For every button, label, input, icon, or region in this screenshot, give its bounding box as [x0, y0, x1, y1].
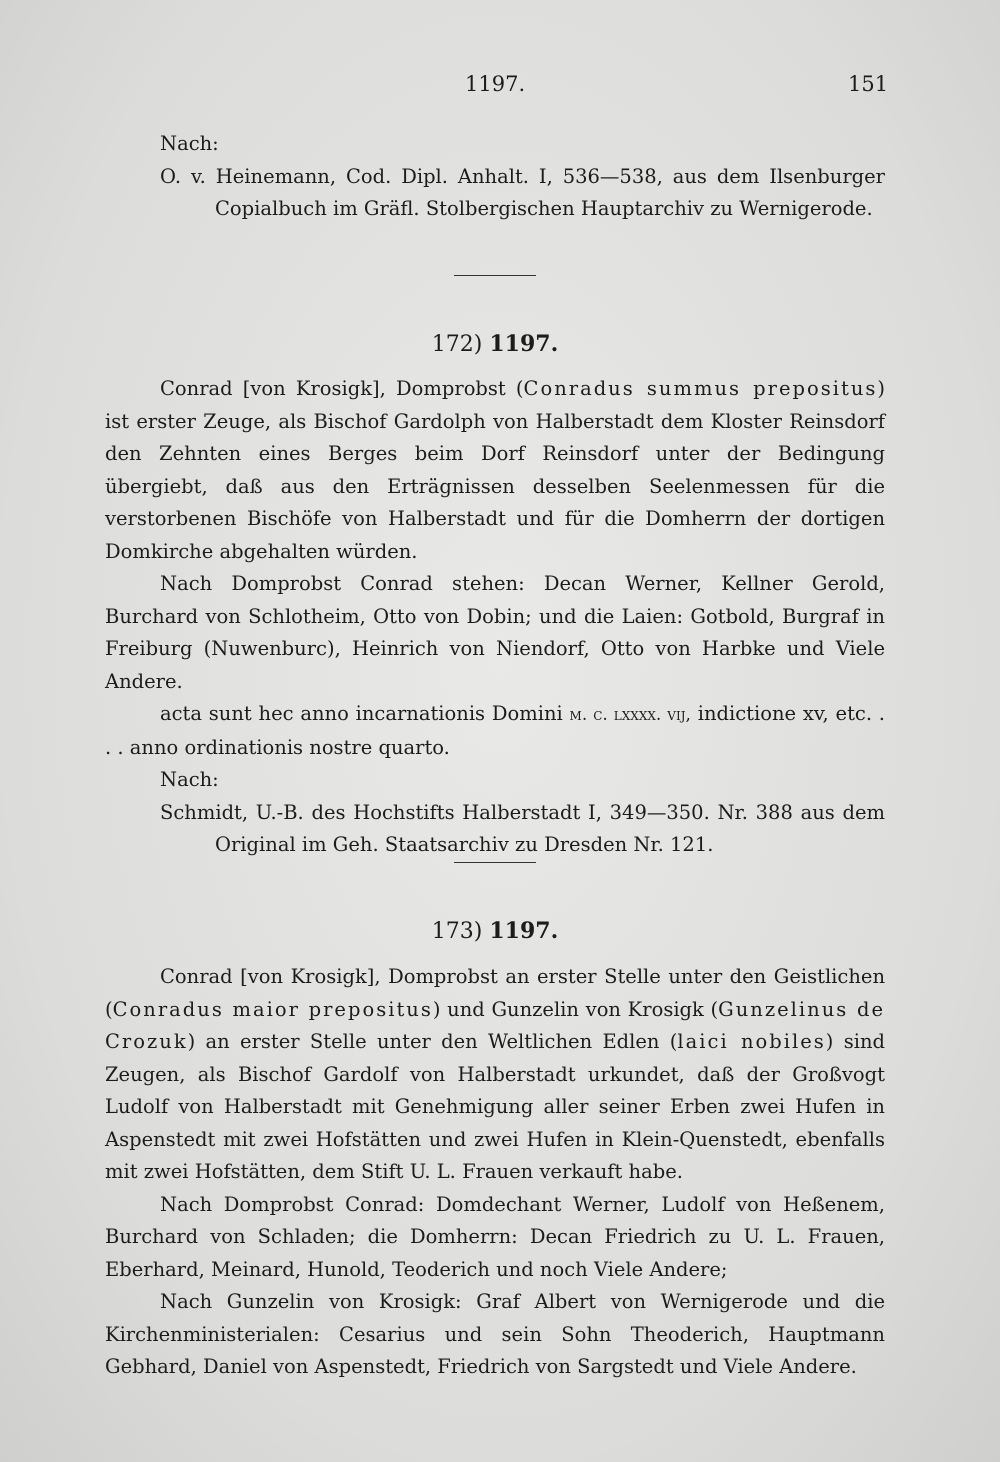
text-run: ) sind Zeugen, als Bischof Gardolf von Halberstadt urkundet, daß der Großvogt Ludolf von Halberstadt mit Genehmigung aller seiner Erben zwei Hufen in Aspenstedt mit zwei Hofstätten und zwei Hufen in Klein-Quenstedt, ebenfalls mit zwei Hofstätten, dem Stift U. L. Frauen verkauft habe. — [105, 1030, 886, 1183]
entry-year: 1197. — [489, 331, 559, 357]
source-citation: O. v. Heinemann, Cod. Dipl. Anhalt. I, 536—538, aus dem Ilsenburger Copialbuch im Gräfl. Stolbergischen Hauptarchiv zu Wernigerode. — [160, 164, 885, 220]
header-year: 1197. — [465, 72, 526, 96]
text-run: acta sunt hec anno incarnationis Domini — [160, 702, 570, 725]
entry-172 — [105, 331, 885, 357]
text-run: indictione xv, etc. . . . anno ordinationis nostre quarto. — [105, 702, 886, 759]
source-block-1 — [105, 128, 885, 226]
entry-year: 1197. — [489, 918, 559, 944]
text-run: Conrad [von Krosigk], Domprobst ( — [160, 377, 524, 400]
paragraph: Nach Domprobst Conrad stehen: Decan Werner, Kellner Gerold, Burchard von Schlotheim, Otto von Dobin; und die Laien: Gotbold, Burgraf in Freiburg (Nuwenburc), Heinrich von Niendorf, Otto von Harbke und Viele Andere. — [105, 572, 885, 693]
text-run: Conrad [von Krosigk], Domprobst an erster Stelle unter den Geistlichen ( — [105, 965, 885, 1021]
nach-label: Nach: — [160, 132, 219, 155]
separator-rule — [105, 275, 885, 276]
latin-phrase: laici nobiles — [677, 1030, 826, 1053]
latin-quote — [105, 698, 885, 764]
latin-phrase: Conradus summus prepositus — [523, 377, 878, 400]
separator-rule — [105, 862, 885, 863]
page-number: 151 — [848, 72, 889, 96]
date-numeral: m. c. lxxxx. vij, — [569, 705, 691, 725]
paragraph: Nach Domprobst Conrad: Domdechant Werner, Ludolf von Heßenem, Burchard von Schladen; die Domherrn: Decan Friedrich zu U. L. Frauen, Eberhard, Meinard, Hunold, Teoderich und noch Viele Andere; — [105, 1192, 885, 1281]
entry-172-body — [105, 373, 885, 862]
source-citation: Schmidt, U.-B. des Hochstifts Halberstadt I, 349—350. Nr. 388 aus dem Original im Geh. Staatsarchiv zu Dresden Nr. 121. — [160, 800, 885, 856]
latin-phrase: Gunzelinus de Crozuk — [105, 997, 885, 1053]
latin-phrase: Conradus maior prepositus — [112, 997, 433, 1021]
text-run: ) ist erster Zeuge, als Bischof Gardolph von Halberstadt dem Kloster Reinsdorf den Zehnten eines Berges beim Dorf Reinsdorf unter der Bedingung übergiebt, daß aus den Erträgnissen desselben Seelenmessen für die verstorbenen Bischöfe von Halberstadt und für die Domherrn der dortigen Domkirche abgehalten würden. — [105, 377, 885, 563]
paragraph — [105, 373, 885, 568]
running-header — [0, 72, 1000, 102]
text-run: ) an erster Stelle unter den Weltlichen Edlen ( — [187, 1030, 678, 1053]
entry-173 — [105, 918, 885, 944]
entry-173-body — [105, 961, 885, 1384]
entry-heading — [105, 331, 885, 357]
nach-label: Nach: — [160, 768, 219, 791]
text-run: ) und Gunzelin von Krosigk ( — [432, 997, 719, 1021]
entry-number: 172) — [431, 332, 483, 357]
entry-number: 173) — [431, 919, 483, 944]
paragraph: Nach Gunzelin von Krosigk: Graf Albert von Wernigerode und die Kirchenministerialen: Cesarius und sein Sohn Theoderich, Hauptmann Gebhard, Daniel von Aspenstedt, Friedrich von Sargstedt und Viele Andere. — [105, 1290, 885, 1378]
entry-heading — [105, 918, 885, 944]
paragraph — [105, 961, 885, 1189]
